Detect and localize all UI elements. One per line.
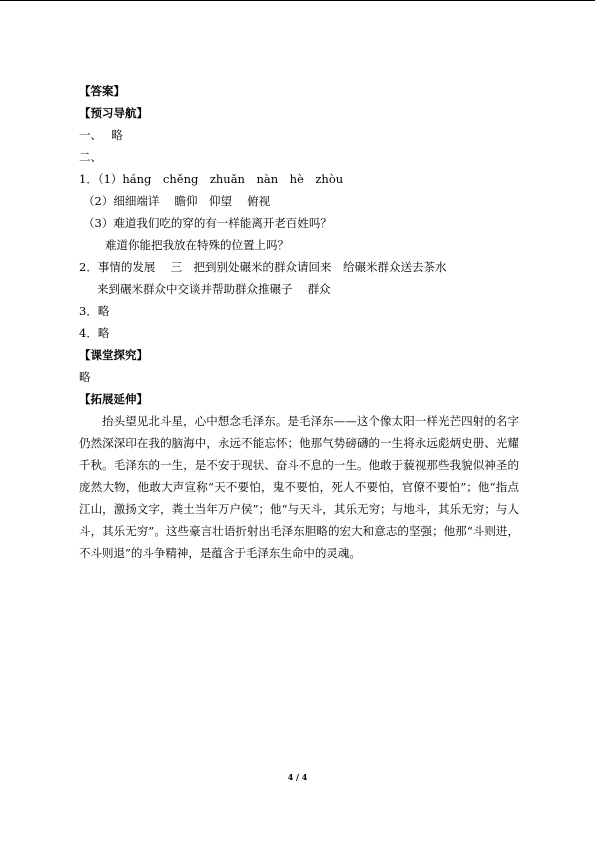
extension-paragraph: 抬头望见北斗星，心中想念毛泽东。是毛泽东——这个像太阳一样光芒四射的名字仍然深深印在我的脑海中，永远不能忘怀；他那气势磅礴的一生将永远彪炳史册、光耀千秋。毛泽东的一生，是不安于现状、奋斗不息的一生。他敢于藐视那些我貌似神圣的庞然大物，他敢大声宣称“天不要怕，鬼不要怕，死人不要怕，官僚不要怕”；他“指点江山，激扬文字，粪土当年万户侯”；他“与天斗，其乐无穷；与地斗，其乐无穷；与人斗，其乐无穷”。这些豪言壮语折射出毛泽东胆略的宏大和意志的坚强；他那“斗则进，不斗则退”的斗争精神，是蕴含于毛泽东生命中的灵魂。	[79, 414, 519, 560]
page-number: 4 / 4	[287, 772, 308, 782]
header-rule	[0, 0, 595, 1]
preview-q3: 3．略	[79, 304, 110, 318]
inquiry-heading: 【课堂探究】	[79, 348, 148, 362]
document-body	[79, 80, 519, 564]
answer-heading: 【答案】	[79, 84, 125, 98]
preview-q2b: 来到碾米群众中交谈并帮助群众推碾子 群众	[97, 282, 331, 296]
preview-heading: 【预习导航】	[79, 106, 148, 120]
preview-q2a: 2．事情的发展 三 把到别处碾米的群众请回来 给碾米群众送去茶水	[79, 260, 447, 274]
preview-q4: 4．略	[79, 326, 110, 340]
preview-item-two: 二、	[79, 150, 102, 164]
extension-heading: 【拓展延伸】	[79, 392, 148, 406]
preview-q1-3b: 难道你能把我放在特殊的位置上吗？	[105, 238, 289, 252]
preview-item-one: 一、 略	[79, 128, 123, 142]
inquiry-body: 略	[79, 370, 91, 384]
preview-q1-pinyin: 1．（1）háng chěng zhuǎn nàn hè zhòu	[79, 172, 344, 186]
preview-q1-2: （2）细细端详 瞻仰 仰望 俯视	[83, 194, 271, 208]
preview-q1-3a: （3）难道我们吃的穿的有一样能离开老百姓吗？	[83, 216, 332, 230]
